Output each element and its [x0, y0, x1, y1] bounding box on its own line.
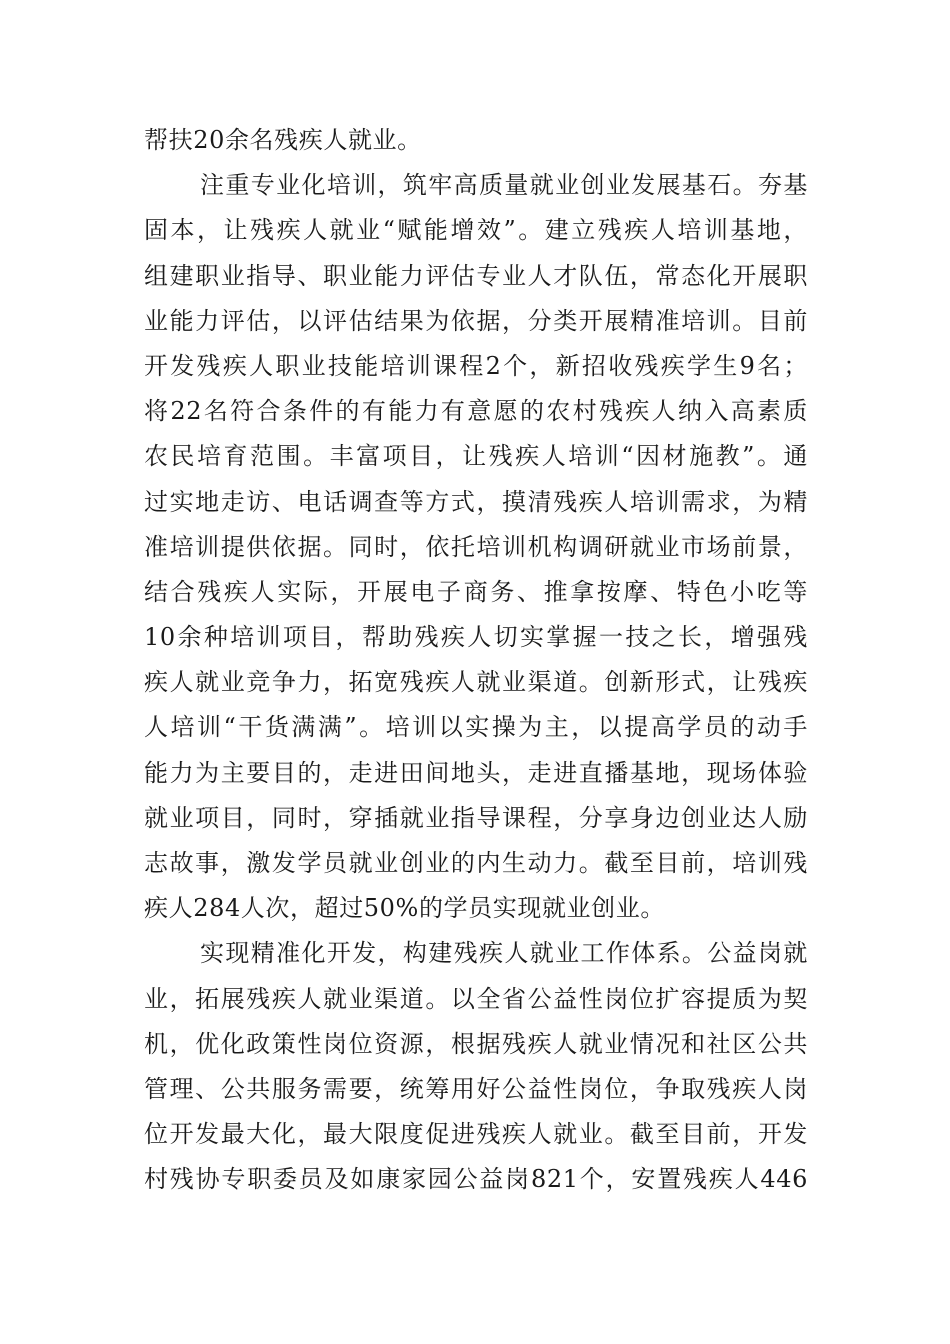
paragraph [144, 163, 808, 931]
text-line: 准培训提供依据。同时，依托培训机构调研就业市场前景， [144, 532, 808, 561]
text-line: 注重专业化培训，筑牢高质量就业创业发展基石。夯基 [200, 171, 808, 200]
text-line: 帮扶20余名残疾人就业。 [144, 126, 422, 154]
text-line: 组建职业指导、职业能力评估专业人才队伍，常态化开展职 [144, 261, 808, 290]
text-line: 就业项目，同时，穿插就业指导课程，分享身边创业达人励 [144, 803, 808, 832]
text-line: 过实地走访、电话调查等方式，摸清残疾人培训需求，为精 [144, 487, 808, 516]
paragraph [144, 118, 808, 163]
text-line: 10余种培训项目，帮助残疾人切实掌握一技之长，增强残 [144, 623, 808, 652]
text-line: 农民培育范围。丰富项目，让残疾人培训“因材施教”。通 [144, 442, 808, 471]
text-line: 志故事，激发学员就业创业的内生动力。截至目前，培训残 [144, 849, 808, 877]
text-line: 实现精准化开发，构建残疾人就业工作体系。公益岗就 [200, 939, 808, 968]
document-body [144, 118, 808, 1203]
text-line: 人培训“干货满满”。培训以实操为主，以提高学员的动手 [144, 713, 808, 742]
text-line: 疾人284人次，超过50%的学员实现就业创业。 [144, 894, 665, 923]
text-line: 结合残疾人实际，开展电子商务、推拿按摩、特色小吃等 [144, 577, 808, 606]
paragraph [144, 931, 808, 1202]
text-line: 固本，让残疾人就业“赋能增效”。建立残疾人培训基地， [144, 216, 808, 245]
text-line: 位开发最大化，最大限度促进残疾人就业。截至目前，开发 [144, 1120, 808, 1149]
text-line: 村残协专职委员及如康家园公益岗821个，安置残疾人446 [144, 1165, 808, 1194]
text-line: 开发残疾人职业技能培训课程2个，新招收残疾学生9名； [144, 351, 808, 380]
text-line: 业能力评估，以评估结果为依据，分类开展精准培训。目前 [144, 306, 808, 335]
text-line: 能力为主要目的，走进田间地头，走进直播基地，现场体验 [144, 758, 808, 787]
text-line: 机，优化政策性岗位资源，根据残疾人就业情况和社区公共 [144, 1029, 808, 1058]
text-line: 管理、公共服务需要，统筹用好公益性岗位，争取残疾人岗 [144, 1074, 808, 1103]
text-line: 将22名符合条件的有能力有意愿的农村残疾人纳入高素质 [144, 397, 808, 426]
text-line: 疾人就业竞争力，拓宽残疾人就业渠道。创新形式，让残疾 [144, 668, 808, 697]
text-line: 业，拓展残疾人就业渠道。以全省公益性岗位扩容提质为契 [144, 984, 808, 1013]
